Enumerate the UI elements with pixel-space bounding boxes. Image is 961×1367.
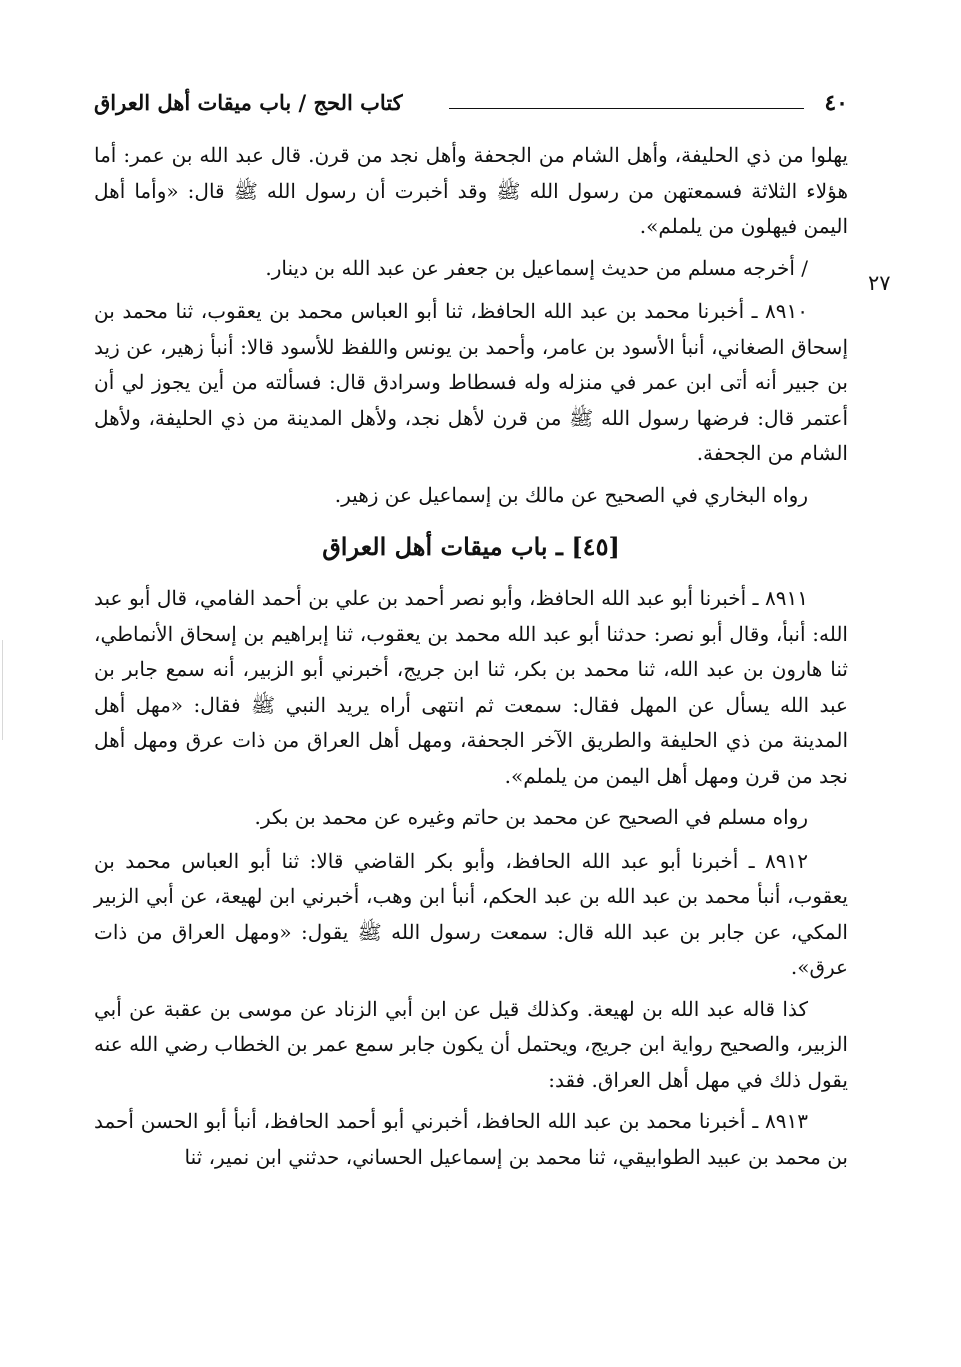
paragraph-hadith-8913: ٨٩١٣ ـ أخبرنا محمد بن عبد الله الحافظ، أخبرني أبو أحمد الحافظ، أنبأ أبو الحسن أحمد بن محمد بن عبيد الطوابيقي، ثنا محمد بن إسماعيل الحساني، حدثني ابن نمير، ثنا xyxy=(94,1109,848,1169)
scan-edge-line xyxy=(2,640,3,740)
margin-page-marker: ٢٧ xyxy=(868,271,891,295)
header-rule xyxy=(449,108,804,109)
paragraph-hadith-8912: ٨٩١٢ ـ أخبرنا أبو عبد الله الحافظ، وأبو بكر القاضي قالا: ثنا أبو العباس محمد بن يعقوب، أنبأ محمد بن عبد الله بن عبد الحكم، أنبأ ابن وهب، أخبرني ابن لهيعة، عن أبي الزبير المكي، عن جابر بن عبد الله قال: سمعت رسول الله ﷺ يقول: «ومهل العراق من ذات عرق». xyxy=(94,848,848,979)
paragraph-takhrij-muslim: / أخرجه مسلم من حديث إسماعيل بن جعفر عن عبد الله بن دينار. xyxy=(265,255,808,280)
paragraph-continuation: يهلوا من ذي الحليفة، وأهل الشام من الجحفة وأهل نجد من قرن. قال عبد الله بن عمر: أما هؤلاء الثلاثة فسمعتهن من رسول الله ﷺ وقد أخبرت أن رسول الله ﷺ قال: «وأما أهل اليمن فيهلون من يلملم». xyxy=(94,143,848,238)
page-header xyxy=(94,86,848,122)
paragraph-riwaya-bukhari: رواه البخاري في الصحيح عن مالك بن إسماعيل عن زهير. xyxy=(334,482,808,507)
page-number: ٤٠ xyxy=(824,90,848,116)
section-heading: [٤٥] ـ باب ميقات أهل العراق xyxy=(322,532,620,561)
paragraph-riwaya-muslim: رواه مسلم في الصحيح عن محمد بن حاتم وغيره عن محمد بن بكر. xyxy=(254,805,808,829)
paragraph-hadith-8911: ٨٩١١ ـ أخبرنا أبو عبد الله الحافظ، وأبو نصر أحمد بن علي بن أحمد الفامي، قال أبو عبد الله: أنبأ، وقال أبو نصر: حدثنا أبو عبد الله محمد بن يعقوب، ثنا إبراهيم بن إسحاق الأنماطي، ثنا هارون بن عبد الله، ثنا محمد بن بكر، ثنا ابن جريج، أخبرني أبو الزبير، أنه سمع جابر بن عبد الله يسأل عن المهل فقال: سمعت ثم انتهى أراه يريد النبي ﷺ فقال: «مهل أهل المدينة من ذي الحليفة والطريق الآخر الجحفة، ومهل أهل العراق من ذات عرق ومهل أهل نجد من قرن ومهل أهل اليمن من يلملم». xyxy=(94,586,848,788)
running-title: كتاب الحج / باب ميقات أهل العراق xyxy=(94,90,403,115)
page-body xyxy=(94,138,848,1183)
paragraph-hadith-8910: ٨٩١٠ ـ أخبرنا محمد بن عبد الله الحافظ، ثنا أبو العباس محمد بن يعقوب، ثنا محمد بن إسحاق الصغاني، أنبأ الأسود بن عامر، وأحمد بن يونس واللفظ للأسود قالا: أنبأ زهير، عن زيد بن جبير أنه أتى ابن عمر في منزله وله فسطاط وسرادق قال: فسألته من أين يجوز لي أن أعتمر قال: فرضها رسول الله ﷺ من قرن لأهل نجد، ولأهل المدينة من ذي الحليفة، ولأهل الشام من الجحفة. xyxy=(94,299,848,465)
paragraph-commentary: كذا قاله عبد الله بن لهيعة. وكذلك قيل عن ابن أبي الزناد عن موسى بن عقبة عن أبي الزبير، والصحيح رواية ابن جريج، ويحتمل أن يكون جابر سمع عمر بن الخطاب رضي الله عنه يقول ذلك في مهل أهل العراق. فقد: xyxy=(94,996,848,1092)
